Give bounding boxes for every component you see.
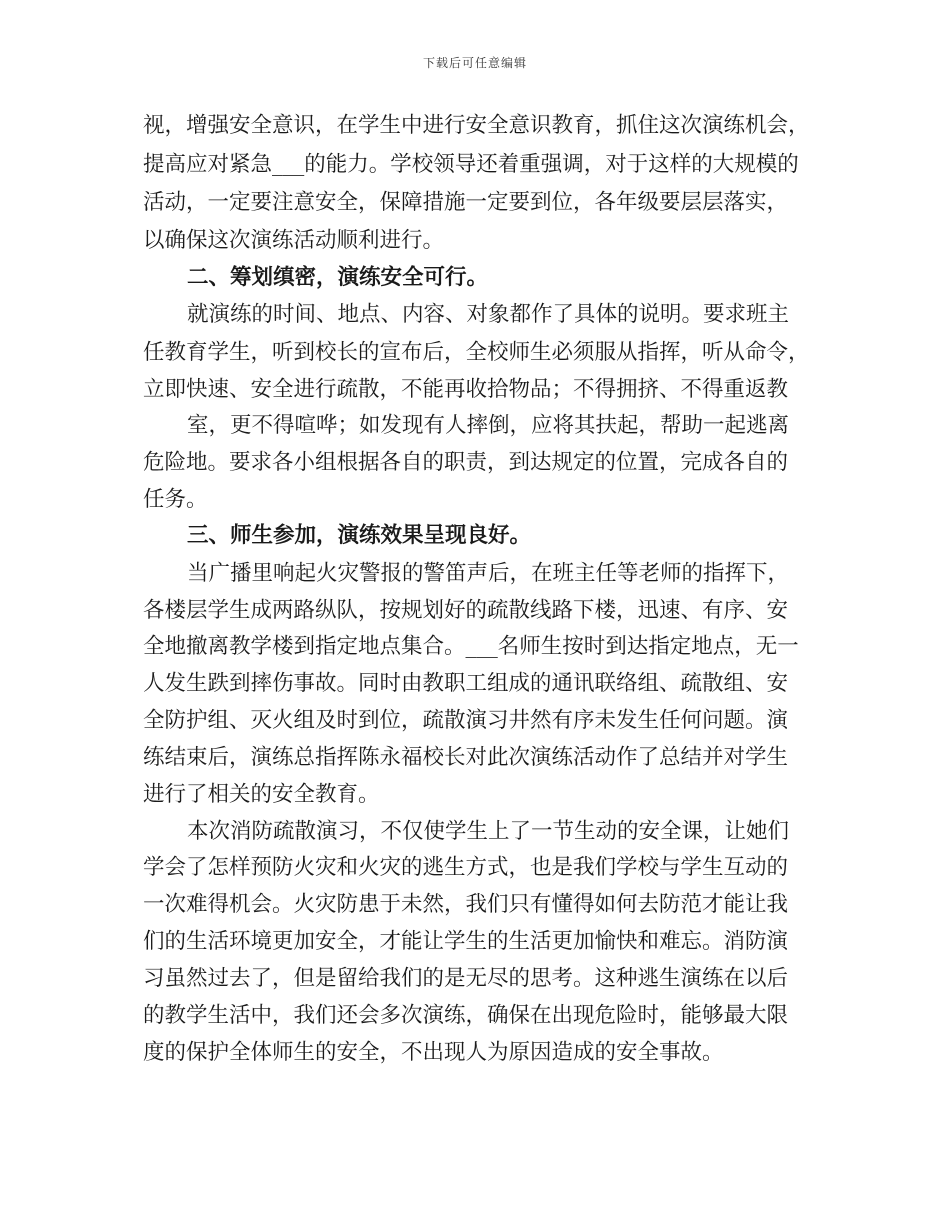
- text-line: 们的生活环境更加安全，才能让学生的生活更加愉快和难忘。消防演: [143, 929, 789, 954]
- text-line: 任教育学生，听到校长的宣布后，全校师生必须服从指挥，听从命令，: [143, 340, 810, 365]
- text-line: 本次消防疏散演习，不仅使学生上了一节生动的安全课，让她们: [187, 819, 790, 844]
- text-line: 立即快速、安全进行疏散，不能再收拾物品；不得拥挤、不得重返教: [143, 377, 789, 402]
- text-line: 当广播里响起火灾警报的警笛声后，在班主任等老师的指挥下，: [187, 561, 790, 586]
- text-line: 全防护组、灭火组及时到位，疏散演习井然有序未发生任何问题。演: [143, 708, 789, 733]
- text-line: 练结束后，演练总指挥陈永福校长对此次演练活动作了总结并对学生: [143, 745, 789, 770]
- text-line: 的教学生活中，我们还会多次演练，确保在出现危险时，能够最大限: [143, 1003, 789, 1028]
- text-line: 人发生跌到摔伤事故。同时由教职工组成的通讯联络组、疏散组、安: [143, 671, 789, 696]
- text-line: 各楼层学生成两路纵队，按规划好的疏散线路下楼，迅速、有序、安: [143, 598, 789, 623]
- section-heading: 三、师生参加，演练效果呈现良好。: [187, 523, 532, 548]
- header-note: 下载后可任意编辑: [422, 56, 527, 70]
- text-line: 室，更不得喧哗；如发现有人摔倒，应将其扶起，帮助一起逃离: [187, 413, 790, 438]
- text-line: 全地撤离教学楼到指定地点集合。___名师生按时到达指定地点，无一: [143, 634, 799, 659]
- text-line: 进行了相关的安全教育。: [143, 782, 380, 807]
- text-line: 视，增强安全意识，在学生中进行安全意识教育，抓住这次演练机会，: [143, 113, 810, 138]
- text-line: 任务。: [143, 487, 208, 512]
- text-line: 提高应对紧急___的能力。学校领导还着重强调，对于这样的大规模的: [143, 152, 799, 177]
- text-line: 度的保护全体师生的安全，不出现人为原因造成的安全事故。: [143, 1040, 724, 1065]
- text-line: 危险地。要求各小组根据各自的职责，到达规定的位置，完成各自的: [143, 450, 789, 475]
- text-line: 活动，一定要注意安全，保障措施一定要到位，各年级要层层落实，: [143, 190, 789, 215]
- text-line: 学会了怎样预防火灾和火灾的逃生方式，也是我们学校与学生互动的: [143, 855, 789, 880]
- section-heading: 二、筹划缜密，演练安全可行。: [187, 265, 489, 290]
- text-line: 一次难得机会。火灾防患于未然，我们只有懂得如何去防范才能让我: [143, 892, 789, 917]
- text-line: 就演练的时间、地点、内容、对象都作了具体的说明。要求班主: [187, 302, 790, 327]
- text-line: 以确保这次演练活动顺利进行。: [143, 228, 445, 253]
- text-line: 习虽然过去了，但是留给我们的是无尽的思考。这种逃生演练在以后: [143, 966, 789, 991]
